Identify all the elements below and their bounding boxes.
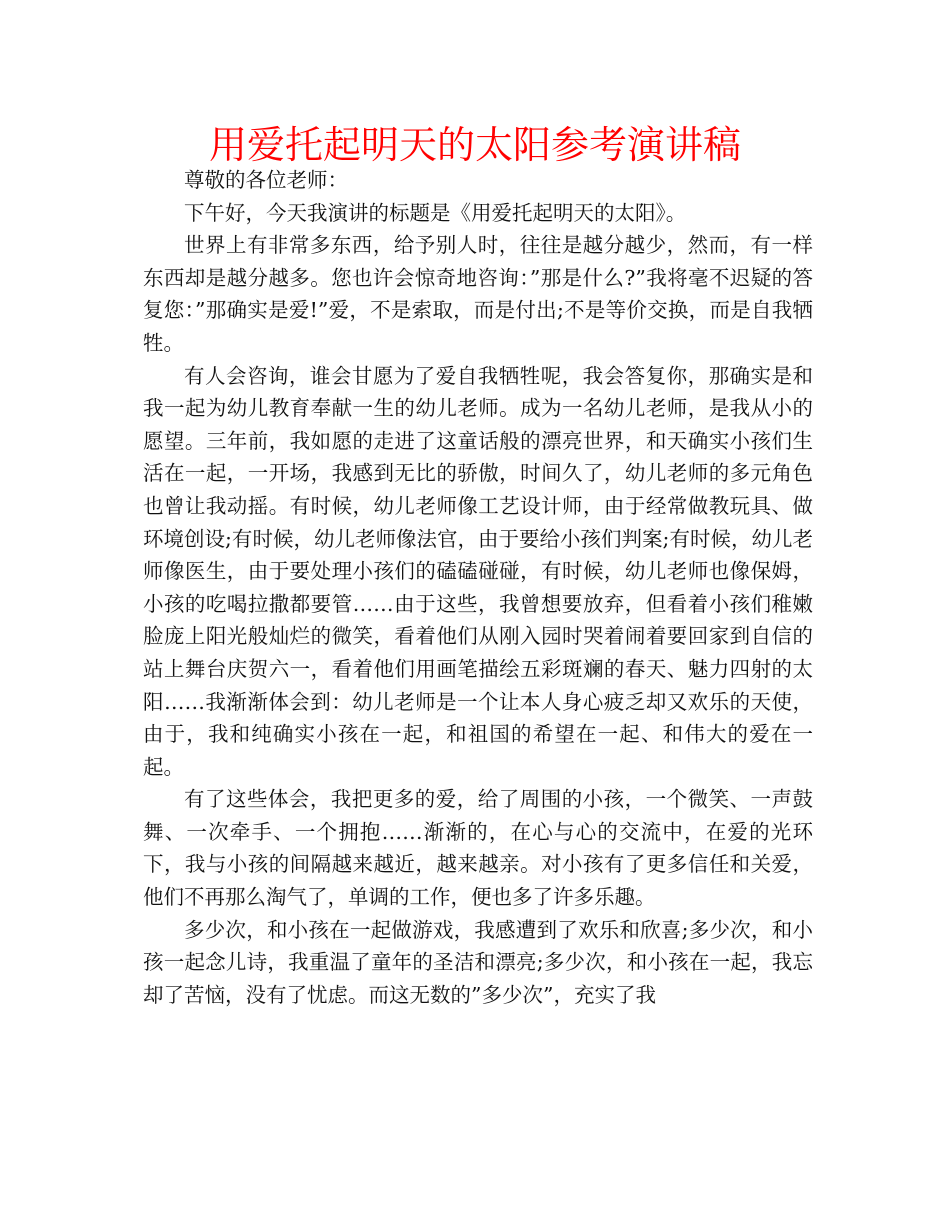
body-paragraph: 有了这些体会，我把更多的爱，给了周围的小孩，一个微笑、一声鼓舞、一次牵手、一个拥抱……渐渐的，在心与心的交流中，在爱的光环下，我与小孩的间隔越来越近，越来越亲。对小孩有了更多信任和关爱，他们不再那么淘气了，单调的工作，便也多了许多乐趣。 [143,787,813,910]
document-body [143,164,813,1011]
body-paragraph: 有人会咨询，谁会甘愿为了爱自我牺牲呢，我会答复你，那确实是和我一起为幼儿教育奉献一生的幼儿老师。成为一名幼儿老师，是我从小的愿望。三年前，我如愿的走进了这童话般的漂亮世界，和天确实小孩们生活在一起，一开场，我感到无比的骄傲，时间久了，幼儿老师的多元角色也曾让我动摇。有时候，幼儿老师像工艺设计师，由于经常做教玩具、做环境创设;有时候，幼儿老师像法官，由于要给小孩们判案;有时候，幼儿老师像医生，由于要处理小孩们的磕磕碰碰，有时候，幼儿老师也像保姆，小孩的吃喝拉撒都要管……由于这些，我曾想要放弃，但看着小孩们稚嫩脸庞上阳光般灿烂的微笑，看着他们从刚入园时哭着闹着要回家到自信的站上舞台庆贺六一，看着他们用画笔描绘五彩斑斓的春天、魅力四射的太阳……我渐渐体会到：幼儿老师是一个让本人身心疲乏却又欢乐的天使，由于，我和纯确实小孩在一起，和祖国的希望在一起、和伟大的爱在一起。 [143,363,813,779]
greeting-paragraph: 下午好，今天我演讲的标题是《用爱托起明天的太阳》。 [184,200,687,225]
document-title: 用爱托起明天的太阳参考演讲稿 [208,123,741,167]
salutation: 尊敬的各位老师： [184,168,348,192]
body-paragraph: 多少次，和小孩在一起做游戏，我感遭到了欢乐和欣喜;多少次，和小孩一起念儿诗，我重温了童年的圣洁和漂亮;多少次，和小孩在一起，我忘却了苦恼，没有了忧虑。而这无数的”多少次”，充实了我 [143,917,813,1007]
body-paragraph: 世界上有非常多东西，给予别人时，往往是越分越少，然而，有一样东西却是越分越多。您也许会惊奇地咨询：”那是什么?”我将毫不迟疑的答复您：”那确实是爱!”爱，不是索取，而是付出;不是等价交换，而是自我牺牲。 [143,233,813,355]
